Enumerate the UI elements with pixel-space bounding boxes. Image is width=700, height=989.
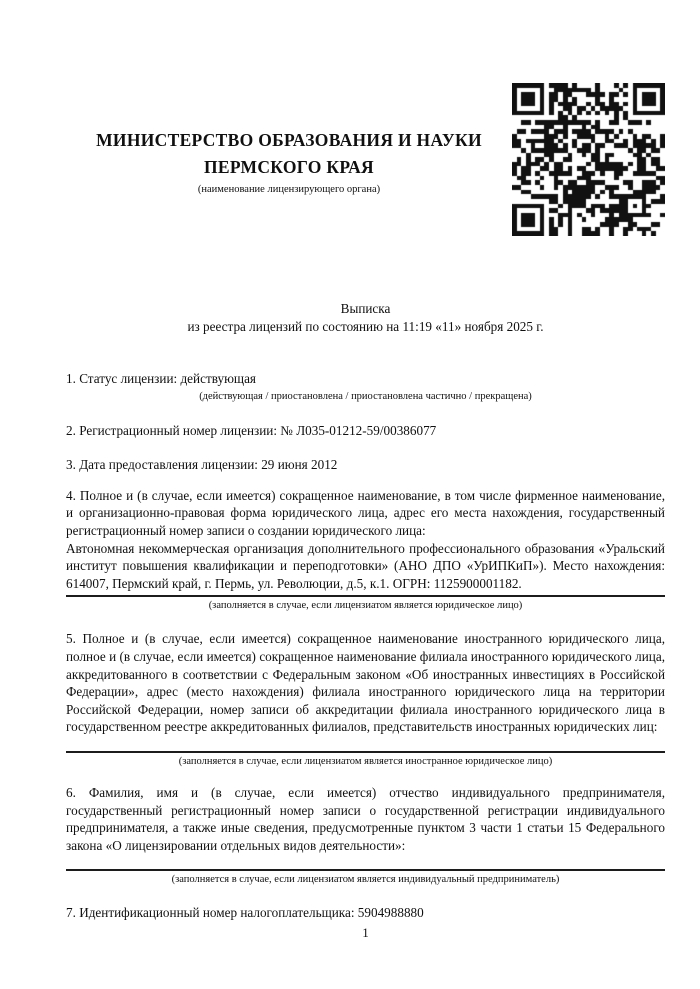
document-title-line1: Выписка bbox=[340, 301, 391, 316]
field-individual-entrepreneur-question: 6. Фамилия, имя и (в случае, если имеется) отчество индивидуального предпринимателя, государственный регистрационный номер записи о государственной регистрации индивидуального предпринимателя, а также иные сведения, предусмотренные пунктом 3 части 1 статьи 15 Федерального закона «О лицензировании отдельных видов деятельности»: bbox=[66, 784, 665, 853]
individual-entrepreneur-empty-answer bbox=[66, 854, 665, 869]
ministry-name-line2: ПЕРМСКОГО КРАЯ bbox=[204, 157, 374, 177]
foreign-entity-caption: (заполняется в случае, если лицензиатом является иностранное юридическое лицо) bbox=[178, 755, 553, 767]
field-legal-entity-answer: Автономная некоммерческая организация дополнительного профессионального образования «Уральский институт повышения квалификации и переподготовки» (АНО ДПО «УрИПКиП»). Место нахождения: 614007, Пермский край, г. Пермь, ул. Революции, д.5, к.1. ОГРН: 1125900001182. bbox=[66, 540, 665, 591]
field-grant-date: 3. Дата предоставления лицензии: 29 июня 2012 bbox=[66, 457, 338, 473]
ministry-caption: (наименование лицензирующего органа) bbox=[197, 184, 381, 195]
foreign-entity-underline bbox=[66, 751, 665, 753]
field-license-status: 1. Статус лицензии: действующая bbox=[66, 371, 257, 386]
field-registration-number: 2. Регистрационный номер лицензии: № Л035-01212-59/00386077 bbox=[66, 422, 437, 438]
qr-code-icon bbox=[512, 83, 665, 236]
field-foreign-entity-question: 5. Полное и (в случае, если имеется) сокращенное наименование иностранного юридического лица, полное и (в случае, если имеется) сокращенное наименование филиала иностранного юридического лица, аккредитованного в соответствии с Федеральным законом «Об иностранных инвестициях в Российской Федерации», адрес (место нахождения) филиала иностранного юридического лица на территории Российской Федерации, номер записи об аккредитации филиала иностранного юридического лица в государственном реестре аккредитованных филиалов, представительств иностранных юридических лиц: bbox=[66, 631, 665, 735]
document-title bbox=[66, 300, 665, 336]
page-number: 1 bbox=[362, 925, 369, 940]
individual-entrepreneur-caption: (заполняется в случае, если лицензиатом является индивидуальный предприниматель) bbox=[171, 874, 560, 886]
licensing-authority-block bbox=[66, 83, 512, 197]
foreign-entity-empty-answer bbox=[66, 736, 665, 751]
document-header bbox=[66, 83, 665, 236]
ministry-name-line1: МИНИСТЕРСТВО ОБРАЗОВАНИЯ И НАУКИ bbox=[96, 130, 482, 150]
field-legal-entity-question: 4. Полное и (в случае, если имеется) сокращенное наименование, в том числе фирменное наименование, и организационно-правовая форма юридического лица, адрес его места нахождения, государственный регистрационный номер записи о создании юридического лица: bbox=[66, 487, 665, 538]
legal-entity-underline bbox=[66, 595, 665, 597]
individual-entrepreneur-underline bbox=[66, 869, 665, 871]
legal-entity-caption: (заполняется в случае, если лицензиатом является юридическое лицо) bbox=[208, 600, 523, 612]
document-title-line2: из реестра лицензий по состоянию на 11:19 «11» ноября 2025 г. bbox=[187, 319, 544, 334]
field-license-status-caption: (действующая / приостановлена / приостановлена частично / прекращена) bbox=[199, 390, 532, 402]
qr-code-container bbox=[512, 83, 665, 236]
document-body bbox=[66, 300, 665, 922]
field-taxpayer-number: 7. Идентификационный номер налогоплательщика: 5904988880 bbox=[66, 905, 424, 921]
